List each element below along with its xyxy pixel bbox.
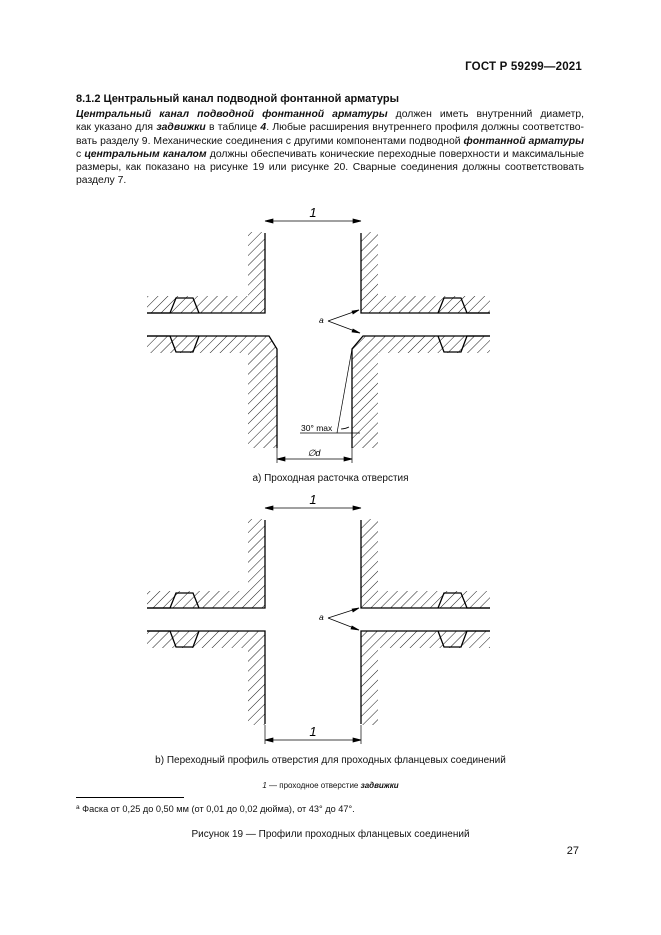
term-emphasis: 4 [260, 122, 267, 134]
page-number: 27 [566, 845, 579, 857]
text-run: вать разделу 9. Механические соединения с другими компонентами подводной [76, 135, 464, 147]
text-run: с [76, 148, 85, 160]
paragraph-line [76, 161, 584, 174]
caption-a: a) Проходная расточка отверстия [252, 473, 409, 484]
text-run: разделу 7. [76, 175, 127, 187]
figure-title: Рисунок 19 — Профили проходных фланцевых соединений [191, 829, 470, 840]
term-emphasis: центральным каналом [84, 148, 207, 160]
footnote-text: Фаска от 0,25 до 0,50 мм (от 0,01 до 0,02 дюйма), от 43° до 47°. [79, 804, 355, 814]
label-bore-1: 1 [309, 205, 317, 220]
caption-b: b) Переходный профиль отверстия для проходных фланцевых соединений [155, 755, 506, 766]
wall-lower-left [147, 336, 277, 448]
label-bore-bottom: 1 [309, 724, 317, 739]
figure-a [130, 205, 510, 475]
legend-text: проходное отверстие [279, 781, 361, 790]
text-run: должен иметь внутренний диаметр, [387, 109, 584, 120]
diameter-label: ∅d [307, 448, 321, 458]
wall-upper-left [147, 232, 265, 313]
figure-legend [0, 781, 661, 790]
angle-label: 30° max [301, 423, 333, 433]
text-run: размеры, как показано на рисунке 19 или рисунке 20. Сварные соединения должны соответствовать [76, 162, 584, 174]
legend-dash: — [266, 781, 280, 790]
term-emphasis: Центральный канал подводной фонтанной арматуры [76, 109, 388, 120]
paragraph-line [76, 174, 584, 187]
text-run: должны обеспечивать конические переходные поверхности и максимальные [206, 148, 584, 160]
text-run: как указано для [76, 122, 157, 134]
paragraph-line [76, 148, 584, 161]
label-bore-top: 1 [309, 492, 317, 507]
paragraph-line [76, 121, 584, 134]
paragraph-line [76, 135, 584, 148]
footnote [76, 804, 355, 814]
wall-upper-right [361, 519, 490, 608]
paragraph-line [76, 108, 584, 121]
footnote-mark: a [76, 804, 80, 811]
term-emphasis: фонтанной арматуры [463, 135, 584, 147]
text-run: в таблице [205, 122, 261, 134]
wall-lower-right [361, 631, 490, 725]
wall-upper-right [361, 232, 490, 313]
section-title: 8.1.2 Центральный канал подводной фонтанной арматуры [76, 93, 399, 105]
label-chamfer-a: a [319, 612, 324, 622]
wall-upper-left [147, 519, 265, 608]
legend-term: задвижки [360, 781, 399, 790]
figure-b [130, 492, 510, 747]
text-run: . Любые расширения внутреннего профиля должны соответство- [266, 122, 584, 134]
wall-lower-right [352, 336, 490, 448]
label-chamfer-a: a [319, 315, 324, 325]
section-paragraph [76, 108, 584, 188]
standard-number: ГОСТ Р 59299—2021 [465, 61, 582, 73]
wall-lower-left [147, 631, 265, 725]
term-emphasis: задвижки [156, 122, 206, 134]
footnote-divider [76, 797, 184, 798]
legend-number: 1 [262, 781, 267, 790]
